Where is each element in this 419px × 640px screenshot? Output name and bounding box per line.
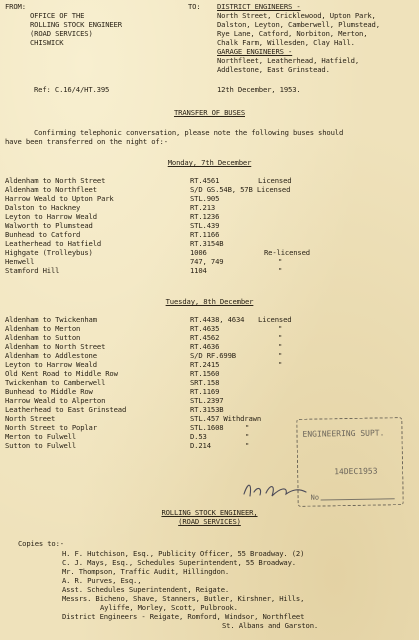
garage-engineers-label: GARAGE ENGINEERS - xyxy=(217,47,293,56)
copies-label: Copies to:- xyxy=(18,539,64,548)
tuesday-row-1-note: Licensed xyxy=(258,315,292,324)
tuesday-row-13-route: North Street to Poplar xyxy=(5,423,97,432)
tuesday-row-11-bus: RT.3153B xyxy=(190,405,224,414)
monday-row-6-route: Walworth to Plumstead xyxy=(5,221,93,230)
copies-line-9: St. Albans and Garston. xyxy=(222,621,319,630)
garage-line-1: Northfleet, Leatherhead, Hatfield, xyxy=(217,56,360,65)
section-heading-tuesday: Tuesday, 8th December xyxy=(165,297,254,306)
tuesday-row-7-bus: RT.1560 xyxy=(190,369,220,378)
signature-graphic xyxy=(240,478,312,502)
copies-line-6: Messrs. Bicheno, Shave, Stanners, Butler, Kirshner, Hills, xyxy=(62,594,305,603)
copies-line-5: Asst. Schedules Superintendent, Reigate. xyxy=(62,585,230,594)
monday-row-10-bus: 747, 749 xyxy=(190,257,224,266)
section-heading-monday: Monday, 7th December xyxy=(167,158,252,167)
tuesday-row-15-bus: D.214 xyxy=(190,441,211,450)
stamp-number-label: No xyxy=(310,493,320,502)
monday-row-5-bus: RT.1236 xyxy=(190,212,220,221)
monday-row-7-route: Bunhead to Catford xyxy=(5,230,81,239)
tuesday-row-6-route: Leyton to Harrow Weald xyxy=(5,360,97,369)
tuesday-row-3-note: " xyxy=(278,333,283,342)
tuesday-row-4-note: " xyxy=(278,342,283,351)
monday-row-9-bus: 1006 xyxy=(190,248,207,257)
from-line-4: CHISWICK xyxy=(30,38,64,47)
tuesday-row-12-bus: STL.457 Withdrawn xyxy=(190,414,262,423)
monday-row-1-note: Licensed xyxy=(258,176,292,185)
tuesday-row-8-bus: SRT.158 xyxy=(190,378,220,387)
tuesday-row-14-bus: D.53 xyxy=(190,432,207,441)
from-line-3: (ROAD SERVICES) xyxy=(30,29,93,38)
monday-row-11-note: " xyxy=(278,266,283,275)
monday-row-9-route: Highgate (Trolleybus) xyxy=(5,248,93,257)
tuesday-row-2-route: Aldenham to Merton xyxy=(5,324,81,333)
monday-row-4-route: Dalston to Hackney xyxy=(5,203,81,212)
stamp-number-rule xyxy=(321,498,395,500)
sign-off-department: (ROAD SERVICES) xyxy=(178,517,241,526)
monday-row-11-bus: 1104 xyxy=(190,266,207,275)
copies-line-8: District Engineers - Reigate, Romford, Windsor, Northfleet xyxy=(62,612,305,621)
tuesday-row-11-route: Leatherhead to East Grinstead xyxy=(5,405,127,414)
monday-row-6-bus: STL.439 xyxy=(190,221,220,230)
district-line-4: Chalk Farm, Willesden, Clay Hall. xyxy=(217,38,355,47)
intro-line-2: have been transferred on the night of:- xyxy=(5,137,168,146)
tuesday-row-15-route: Sutton to Fulwell xyxy=(5,441,77,450)
monday-row-3-bus: STL.905 xyxy=(190,194,220,203)
tuesday-row-7-route: Old Kent Road to Middle Row xyxy=(5,369,118,378)
monday-row-10-route: Henwell xyxy=(5,257,35,266)
copies-line-3: Mr. Thompson, Traffic Audit, Hillingdon. xyxy=(62,567,230,576)
tuesday-row-10-bus: STL.2397 xyxy=(190,396,224,405)
tuesday-row-5-bus: S/D RF.699B xyxy=(190,351,236,360)
tuesday-row-6-note: " xyxy=(278,360,283,369)
monday-row-1-bus: RT.4561 xyxy=(190,176,220,185)
copies-line-7: Ayliffe, Morley, Scott, Pulbrook. xyxy=(100,603,238,612)
from-line-1: OFFICE OF THE xyxy=(30,11,85,20)
tuesday-row-12-route: North Street xyxy=(5,414,56,423)
tuesday-row-15-note: " xyxy=(245,441,250,450)
tuesday-row-9-route: Bunhead to Middle Row xyxy=(5,387,93,396)
received-stamp xyxy=(296,417,404,507)
reference: Ref: C.16/4/HT.395 xyxy=(34,85,110,94)
monday-row-7-bus: RT.1166 xyxy=(190,230,220,239)
monday-row-2-route: Aldenham to Northfleet xyxy=(5,185,97,194)
monday-row-2-bus: S/D GS.54B, 57B Licensed xyxy=(190,185,291,194)
tuesday-row-8-route: Twickenham to Camberwell xyxy=(5,378,106,387)
tuesday-row-9-bus: RT.1169 xyxy=(190,387,220,396)
tuesday-row-3-route: Aldenham to Sutton xyxy=(5,333,81,342)
sign-off-title: ROLLING STOCK ENGINEER, xyxy=(161,508,258,517)
letter-date: 12th December, 1953. xyxy=(217,85,301,94)
tuesday-row-14-note: " xyxy=(245,432,250,441)
tuesday-row-13-note: " xyxy=(245,423,250,432)
tuesday-row-1-bus: RT.4438, 4634 xyxy=(190,315,245,324)
tuesday-row-10-route: Harrow Weald to Alperton xyxy=(5,396,106,405)
district-line-1: North Street, Cricklewood, Upton Park, xyxy=(217,11,376,20)
garage-line-2: Addlestone, East Grinstead. xyxy=(217,65,330,74)
district-line-2: Dalston, Leyton, Camberwell, Plumstead, xyxy=(217,20,380,29)
monday-row-8-route: Leatherhead to Hatfield xyxy=(5,239,102,248)
intro-line-1: Confirming telephonic conversation, please note the following buses should xyxy=(34,128,344,137)
copies-line-1: H. F. Hutchison, Esq., Publicity Officer, 55 Broadway. (2) xyxy=(62,549,305,558)
stamp-department: ENGINEERING SUPT. xyxy=(302,428,385,439)
monday-row-9-note: Re-licensed xyxy=(264,248,310,257)
copies-line-2: C. J. Mays, Esq., Schedules Superintendent, 55 Broadway. xyxy=(62,558,296,567)
stamp-date: 14DEC1953 xyxy=(334,466,378,477)
from-label: FROM: xyxy=(5,2,26,11)
tuesday-row-2-note: " xyxy=(278,324,283,333)
monday-row-10-note: " xyxy=(278,257,283,266)
to-label: TO: xyxy=(188,2,201,11)
tuesday-row-1-route: Aldenham to Twickenham xyxy=(5,315,97,324)
monday-row-4-bus: RT.213 xyxy=(190,203,216,212)
tuesday-row-5-route: Aldenham to Addlestone xyxy=(5,351,97,360)
from-line-2: ROLLING STOCK ENGINEER xyxy=(30,20,122,29)
tuesday-row-2-bus: RT.4635 xyxy=(190,324,220,333)
monday-row-1-route: Aldenham to North Street xyxy=(5,176,106,185)
tuesday-row-14-route: Merton to Fulwell xyxy=(5,432,77,441)
tuesday-row-4-bus: RT.4636 xyxy=(190,342,220,351)
tuesday-row-13-bus: STL.1608 xyxy=(190,423,224,432)
district-line-3: Rye Lane, Catford, Norbiton, Merton, xyxy=(217,29,368,38)
document-title: TRANSFER OF BUSES xyxy=(173,108,245,117)
tuesday-row-3-bus: RT.4562 xyxy=(190,333,220,342)
monday-row-8-bus: RT.3154B xyxy=(190,239,224,248)
tuesday-row-6-bus: RT.2415 xyxy=(190,360,220,369)
copies-line-4: A. R. Purves, Esq., xyxy=(62,576,142,585)
monday-row-5-route: Leyton to Harrow Weald xyxy=(5,212,97,221)
district-engineers-label: DISTRICT ENGINEERS - xyxy=(217,2,301,11)
monday-row-11-route: Stamford Hill xyxy=(5,266,60,275)
tuesday-row-5-note: " xyxy=(278,351,283,360)
monday-row-3-route: Harrow Weald to Upton Park xyxy=(5,194,114,203)
tuesday-row-4-route: Aldenham to North Street xyxy=(5,342,106,351)
